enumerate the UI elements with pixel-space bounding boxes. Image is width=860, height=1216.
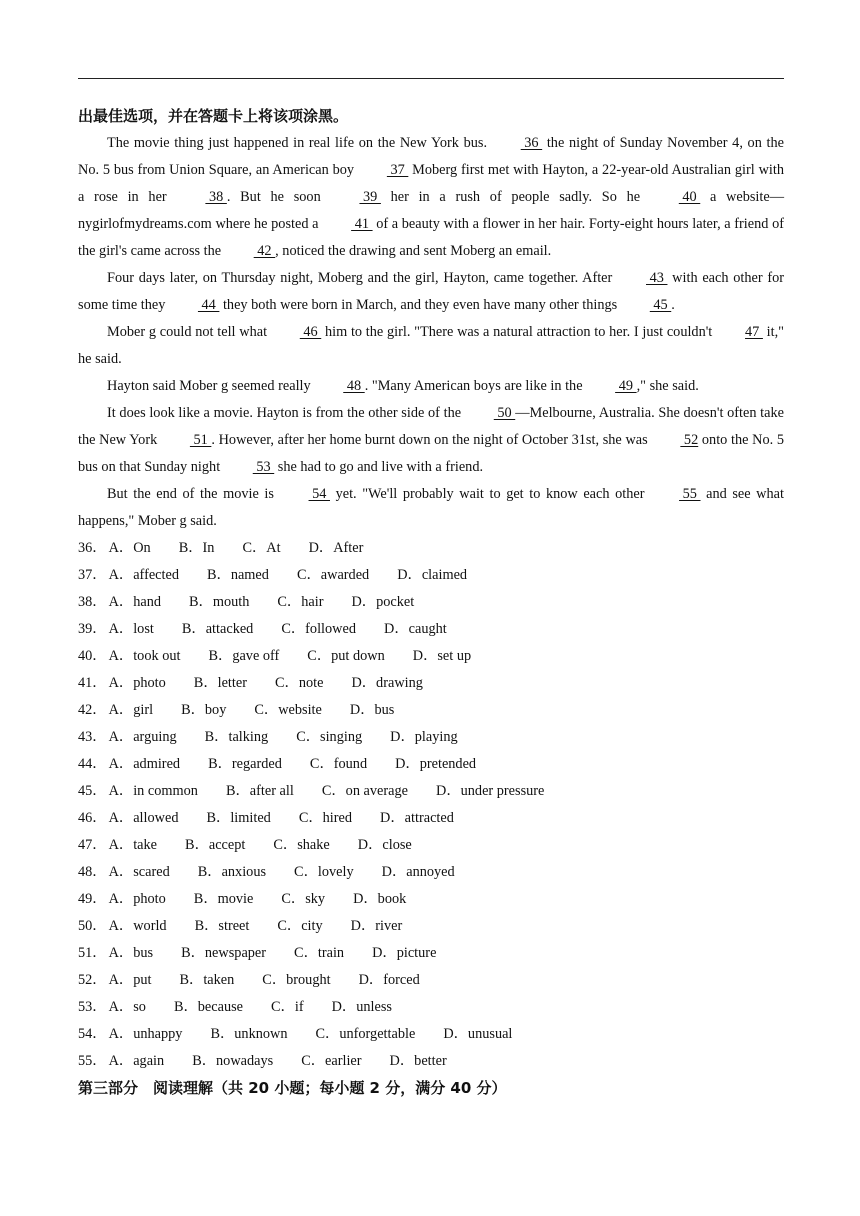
option-a: A．put [108,972,152,988]
paragraph-3 [78,319,784,373]
question-number: 42． [78,702,107,718]
text: they both were born in March, and they even have many other things [219,297,621,313]
question-number: 47． [78,837,107,853]
paragraph-5 [78,400,784,481]
paragraph-4 [78,373,784,400]
option-b: B．unknown [210,1026,288,1042]
question-53 [78,994,784,1021]
question-52 [78,967,784,994]
option-b: B．because [173,999,244,1015]
option-a: A．photo [108,675,166,691]
question-46 [78,805,784,832]
question-47 [78,832,784,859]
blank-47: 47 [745,324,763,340]
option-b: B．accept [185,837,246,853]
option-b: B．nowadays [192,1053,274,1069]
blank-51: 51 [189,432,212,448]
option-c: C．on average [321,783,408,799]
option-d: D．bus [349,702,395,718]
top-rule [78,78,784,79]
question-39 [78,616,784,643]
question-number: 48． [78,864,107,880]
option-c: C．At [242,540,281,556]
text: Four days later, on Thursday night, Moberg and the girl, Hayton, came together. After [107,270,618,286]
question-number: 45． [78,783,107,799]
blank-48: 48 [343,378,365,394]
option-c: C．train [294,945,345,961]
option-b: B．anxious [197,864,267,880]
option-a: A．admired [108,756,181,772]
text: her in a rush of people sadly. So he [380,189,650,205]
cloze-passage [78,130,784,535]
question-number: 41． [78,675,107,691]
blank-42: 42 [253,243,276,259]
text: ," she said. [636,378,699,394]
option-c: C．awarded [296,567,370,583]
option-a: A．allowed [108,810,179,826]
question-45 [78,778,784,805]
text: Mober g could not tell what [107,324,271,340]
blank-49: 49 [615,378,637,394]
text: him to the girl. "There was a natural attraction to her. I just couldn't [321,324,717,340]
blank-50: 50 [493,405,516,421]
option-b: B．attacked [181,621,254,637]
question-41 [78,670,784,697]
question-55 [78,1048,784,1075]
question-36 [78,535,784,562]
question-49 [78,886,784,913]
option-a: A．scared [108,864,170,880]
option-d: D．playing [390,729,458,745]
blank-39: 39 [359,189,381,205]
option-c: C．if [271,999,304,1015]
option-c: C．followed [281,621,356,637]
option-c: C．city [277,918,323,934]
blank-40: 40 [678,189,701,205]
question-48 [78,859,784,886]
option-d: D．After [308,540,364,556]
option-d: D．pocket [351,594,415,610]
option-a: A．lost [108,621,154,637]
option-c: C．put down [307,648,385,664]
option-c: C．website [254,702,322,718]
question-50 [78,913,784,940]
question-number: 43． [78,729,107,745]
text: Moberg first met with Hayton, a 22-year-old Australian girl with a rose in her [78,162,784,205]
option-d: D．unless [331,999,392,1015]
blank-38: 38 [205,189,227,205]
question-number: 44． [78,756,107,772]
option-d: D．annoyed [381,864,455,880]
section-title: 第三部分 阅读理解（共 20 小题；每小题 2 分，满分 40 分） [78,1079,507,1097]
paragraph-1 [78,130,784,265]
option-a: A．world [108,918,167,934]
option-a: A．arguing [108,729,177,745]
option-c: C．hair [277,594,324,610]
text: she had to go and live with a friend. [274,459,484,475]
blank-37: 37 [386,162,409,178]
question-number: 49． [78,891,107,907]
question-number: 40． [78,648,107,664]
option-c: C．lovely [294,864,354,880]
blank-44: 44 [197,297,220,313]
text: But the end of the movie is [107,486,280,502]
option-c: C．unforgettable [315,1026,416,1042]
option-d: D．book [353,891,407,907]
blank-36: 36 [520,135,543,151]
option-b: B．limited [206,810,271,826]
option-a: A．On [108,540,151,556]
option-b: B．boy [181,702,227,718]
option-c: C．earlier [301,1053,362,1069]
option-b: B．mouth [189,594,250,610]
text: onto the No. 5 bus on that Sunday night [78,432,784,475]
option-a: A．photo [108,891,166,907]
option-d: D．close [357,837,412,853]
option-b: B．newspaper [181,945,267,961]
option-b: B．gave off [208,648,280,664]
option-b: B．talking [204,729,269,745]
blank-45: 45 [649,297,672,313]
text: yet. "We'll probably wait to get to know each other [330,486,651,502]
option-a: A．take [108,837,158,853]
text: Hayton said Mober g seemed really [107,378,315,394]
option-d: D．drawing [351,675,423,691]
blank-41: 41 [351,216,373,232]
document-page [78,103,784,1102]
question-number: 55． [78,1053,107,1069]
blank-54: 54 [308,486,330,502]
text: . However, after her home burnt down on the night of October 31st, she was [211,432,652,448]
text: The movie thing just happened in real life on the New York bus. [107,135,492,151]
blank-52: 52 [680,432,699,448]
text: . [671,297,675,313]
option-c: C．shake [273,837,330,853]
text: and see what happens," Mober g said. [78,486,784,529]
text: . But he soon [226,189,331,205]
option-a: A．girl [108,702,154,718]
option-a: A．unhappy [108,1026,183,1042]
paragraph-2 [78,265,784,319]
option-d: D．forced [358,972,420,988]
instruction-heading: 出最佳选项，并在答题卡上将该项涂黑。 [78,107,349,125]
question-number: 46． [78,810,107,826]
question-number: 37． [78,567,107,583]
option-d: D．set up [412,648,472,664]
option-a: A．affected [108,567,179,583]
option-d: D．picture [372,945,437,961]
question-number: 36． [78,540,107,556]
option-d: D．pretended [395,756,477,772]
question-54 [78,1021,784,1048]
text: a website—nygirlofmydreams.com where he posted a [78,189,784,232]
question-number: 38． [78,594,107,610]
question-number: 53． [78,999,107,1015]
text: —Melbourne, Australia. She doesn't often take the New York [78,405,784,448]
option-b: B．movie [193,891,254,907]
option-d: D．under pressure [436,783,545,799]
question-number: 51． [78,945,107,961]
question-40 [78,643,784,670]
option-a: A．took out [108,648,181,664]
option-b: B．after all [225,783,294,799]
option-a: A．so [108,999,146,1015]
option-a: A．again [108,1053,165,1069]
question-43 [78,724,784,751]
option-c: C．sky [281,891,326,907]
option-d: D．claimed [397,567,468,583]
option-d: D．unusual [443,1026,513,1042]
option-a: A．in common [108,783,198,799]
question-number: 50． [78,918,107,934]
option-b: B．named [206,567,269,583]
option-b: B．In [178,540,215,556]
question-number: 52． [78,972,107,988]
text: , noticed the drawing and sent Moberg an email. [275,243,552,259]
question-42 [78,697,784,724]
text: of a beauty with a flower in her hair. Forty-eight hours later, a friend of the girl's came across the [78,216,784,259]
option-a: A．hand [108,594,162,610]
blank-55: 55 [679,486,701,502]
blank-46: 46 [299,324,322,340]
paragraph-6 [78,481,784,535]
question-37 [78,562,784,589]
blank-53: 53 [252,459,275,475]
text: . "Many American boys are like in the [364,378,587,394]
option-b: B．taken [179,972,235,988]
option-b: B．regarded [208,756,282,772]
text: It does look like a movie. Hayton is from the other side of the [107,405,465,421]
option-d: D．better [389,1053,447,1069]
text: the night of Sunday November 4, on the No. 5 bus from Union Square, an American boy [78,135,784,178]
option-a: A．bus [108,945,154,961]
text: with each other for some time they [78,270,784,313]
option-d: D．river [350,918,403,934]
option-c: C．found [309,756,368,772]
option-d: D．attracted [380,810,454,826]
option-c: C．brought [262,972,331,988]
question-number: 39． [78,621,107,637]
option-b: B．street [194,918,250,934]
option-c: C．singing [296,729,363,745]
blank-43: 43 [646,270,668,286]
question-number: 54． [78,1026,107,1042]
option-b: B．letter [193,675,247,691]
option-c: C．note [274,675,324,691]
option-c: C．hired [298,810,353,826]
text: it," he said. [78,324,784,367]
question-51 [78,940,784,967]
question-list [78,535,784,1075]
option-d: D．caught [384,621,447,637]
question-38 [78,589,784,616]
question-44 [78,751,784,778]
